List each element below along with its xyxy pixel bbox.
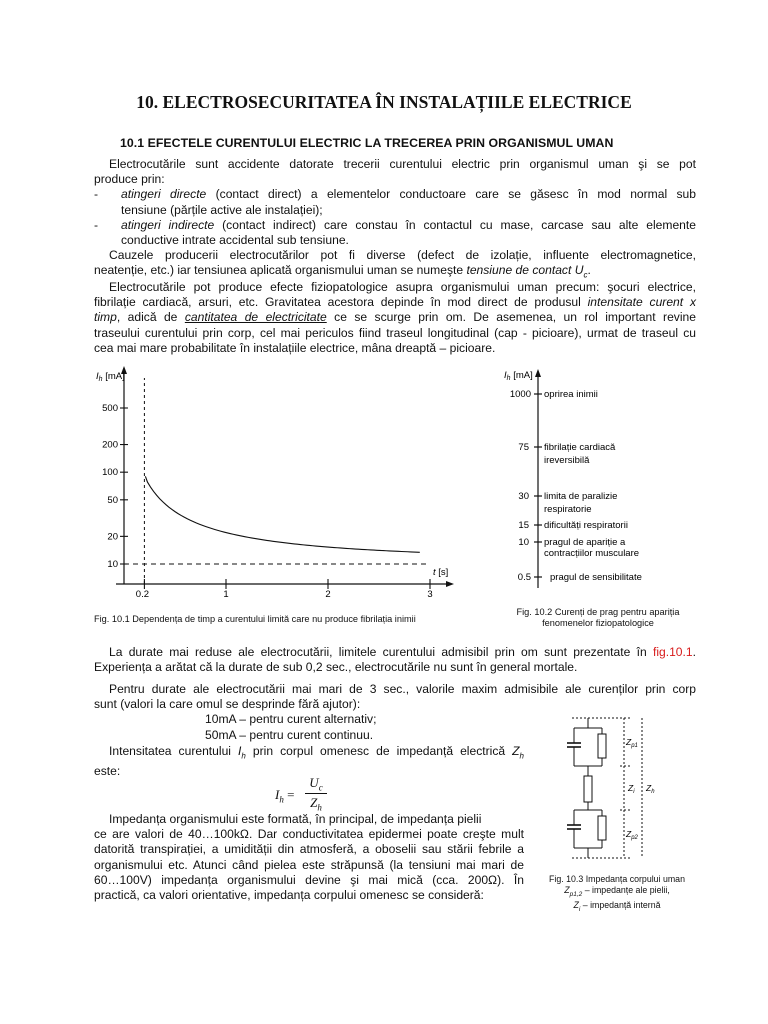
y-axis-label: $I_h$ [mA] — [96, 371, 125, 383]
figure-10-3-caption: Fig. 10.3 Impedanța corpului uman $Z_{p1,2}$ – impedanțe ale pielii, $Z_i$ – impedanță internă — [549, 874, 685, 913]
text-line: Pentru durate ale electrocutării mai mari de 3 sec., valorile maxim admisibile ale curenților prin corp — [109, 682, 696, 696]
threshold-value: 10 — [518, 537, 529, 548]
threshold-label: limita de paralizie — [544, 491, 618, 502]
figure-10-2-caption: Fig. 10.2 Curenți de prag pentru apariția fenomenelor fiziopatologice — [516, 607, 680, 628]
y-tick-label: 500 — [102, 403, 118, 414]
bullet-direct-contact-cont: tensiune (părțile active ale instalației); — [121, 202, 323, 217]
x-axis-arrow — [446, 581, 454, 587]
text-line: Cauzele producerii electrocutărilor pot fi diverse (defect de izolație, influente electromagnetice, — [109, 248, 696, 263]
limit-ac: 10mA – pentru curent alternativ; — [205, 712, 377, 727]
text-line: sunt (valori la care omul se desprinde fără ajutor): — [94, 697, 361, 712]
threshold-value: 15 — [518, 520, 529, 531]
bullet-direct-contact: - atingeri directe (contact direct) a elementelor conductoare care se găsesc în mod normal sub — [94, 187, 696, 202]
threshold-label: contracțiilor musculare — [544, 548, 640, 559]
threshold-axis-label: $I_h$ [mA] — [504, 370, 533, 382]
text-line: 60…100V) impedanța organismului devine şi mai mică (cca. 200Ω). În — [94, 872, 524, 887]
x-tick-label: 3 — [427, 589, 433, 600]
x-tick-label: 0.2 — [135, 589, 150, 600]
page: 10. ELECTROSECURITATEA ÎN INSTALAȚIILE ELECTRICE 10.1 EFECTELE CURENTULUI ELECTRIC LA TRECEREA PRIN ORGANISMUL UMAN Electrocutările sunt accidente datorate trecerii curentului electric prin organismul uman şi se pot produce prin: - atingeri directe (contact direct) a elementelor conductoare care se găsesc în mod normal sub tensiune (părțile active ale instalației); - atingeri indirecte (contact indirect) care constau în contactul cu mase, carcase sau alte elemente conductive intrate accidental sub tensiune. Cauzele producerii electrocutărilor pot fi diverse (defect de izolație, influente electromagnetice, neatenție, etc.) iar tensiunea aplicată organismului uman se numeşte tensiune de contact $U_c$. Electrocutările pot produce efecte fiziopatologice asupra organismului uman precum: şocuri electrice, fibrilație cardiacă, arsuri, etc. Gravitatea acestora depinde în mod direct de produsul intensitate curent x timp, adică de cantitatea de electricitate ce se scurge prin om. De asemenea, un rol important revine traseului curentului prin corp, cel mai periculos fiind traseul longitudinal (cap - picioare), urmat de traseul cu cea mai mare probabilitate în instalațiile electrice, mâna dreaptă – picioare. $I_h$ [mA] t [s] 10 20 50 100 200 500 0.2 1 2 3 Fig. 10.1 Dependența de timp a curentului limită care nu produce fibrilația inimii $I_h$ [mA] 1000 oprirea inimii 75 fibrilație cardiacă ireversibilă 30 limita de paralizie respiratorie 15 dificultăți respiratorii 10 pragul de apariție a contracțiilor musculare 0.5 pragul de sensibilitate Fig. 10.2 Curenți de prag pentru apariția fenomenelor fiziopatologice La durate mai reduse ale electrocutării, limitele curentului admisibil prin om sunt prezentate în fig.10.1. Experiența a arătat că la durate de sub 0,2 sec., electrocutările nu sunt în general mortale. Pentru durate ale electrocutării mai mari de 3 sec., valorile maxim admisibile ale curenților prin corp sunt (valori la care omul se desprinde fără ajutor): 10mA – pentru curent alternativ; 50mA – pentru curent continuu. Intensitatea curentului $I_h$ prin corpul omenesc de impedanță electrică $Z_h$ este: $I_h$ = $U_c$ $Z_h$ Impedanța organismului este formată, în principal, de impedanța pielii ce are valori de 40…100kΩ. Dar conductivitatea epidermei poate creşte mult datorită transpirației, a umidității din atmosferă, a oboselii sau stării febrile a organismului etc. Atunci când pielea este străpunsă (la tensiuni mai mari de 60…100V) impedanța organismului devine şi mai mică (cca. 200Ω). În practică, ca valori orientative, impedanța corpului omenesc se consideră: $Z_{p1}$ $Z_i$ $Z_h$ $Z_{p2}$ Fig. 10.3 Impedanța corpului uman $Z_{p1,2}$ – impedanțe ale pielii, $Z_i$ – impedanță internă — [0, 0, 768, 1024]
threshold-level — [510, 389, 598, 400]
text-line: cea mai mare probabilitate în instalațiile electrice, mâna dreaptă – picioare. — [94, 340, 496, 355]
limit-dc: 50mA – pentru curent continuu. — [205, 727, 374, 742]
threshold-value: 30 — [518, 491, 529, 502]
label-zp1: $Z_{p1}$ — [626, 737, 638, 749]
figure-10-1-caption: Fig. 10.1 Dependența de timp a curentului limită care nu produce fibrilația inimii — [94, 614, 416, 624]
label-zh: $Z_h$ — [646, 783, 655, 795]
x-ticks — [136, 579, 433, 600]
section-heading: 10.1 EFECTELE CURENTULUI ELECTRIC LA TRECEREA PRIN ORGANISMUL UMAN — [120, 136, 614, 150]
threshold-label: pragul de apariție a — [544, 537, 626, 548]
threshold-axis-arrow — [535, 369, 541, 377]
threshold-level — [518, 442, 616, 466]
label-zi: $Z_i$ — [628, 783, 635, 795]
text-line: timp, adică de cantitatea de electricitate ce se scurge prin om. De asemenea, un rol important revine — [94, 310, 696, 325]
fraction-bar — [305, 793, 327, 794]
chapter-title: 10. ELECTROSECURITATEA ÎN INSTALAȚIILE ELECTRICE — [136, 92, 632, 112]
y-tick-label: 50 — [107, 494, 118, 506]
y-tick-label: 10 — [107, 559, 118, 570]
text-line: datorită transpirației, a umidității din atmosferă, a oboselii sau stării febrile a — [94, 842, 524, 857]
current-limit-curve — [145, 476, 419, 552]
label-zp2: $Z_{p2}$ — [626, 829, 638, 841]
paragraph-body-current — [94, 744, 524, 779]
text-line: organismului etc. Atunci când pielea este străpunsă (la tensiuni mai mari de — [94, 857, 524, 872]
text-line: Intensitatea curentului $I_h$ prin corpul omenesc de impedanță electrică $Z_h$ — [109, 744, 524, 761]
threshold-label: oprirea inimii — [544, 389, 598, 400]
x-axis-label: t [s] — [433, 567, 449, 578]
threshold-label: dificultăți respiratorii — [544, 520, 628, 531]
y-tick-label: 100 — [102, 467, 118, 479]
threshold-value: 75 — [518, 442, 529, 453]
paragraph-physiological-effects — [94, 280, 696, 356]
threshold-value: 1000 — [509, 389, 531, 400]
figure-reference-link[interactable]: fig.10.1 — [652, 645, 693, 659]
threshold-level — [518, 491, 617, 515]
threshold-label: pragul de sensibilitate — [550, 572, 642, 583]
y-tick-label: 200 — [102, 439, 118, 451]
threshold-level — [518, 520, 628, 531]
figure-10-3-impedance-circuit — [558, 712, 678, 864]
text-line: neatenție, etc.) iar tensiunea aplicată organismului uman se numeşte tensiune de contact $U_c$. — [94, 263, 591, 280]
paragraph-electrocution-intro — [94, 157, 696, 283]
text-line: Impedanța organismului este formată, în principal, de impedanța pielii — [109, 812, 482, 826]
threshold-level — [518, 572, 642, 583]
threshold-label: fibrilație cardiacă — [544, 442, 616, 453]
threshold-label: ireversibilă — [544, 455, 590, 466]
x-tick-label: 1 — [223, 589, 229, 600]
threshold-label: respiratorie — [544, 504, 592, 515]
text-line: Experiența a arătat că la durate de sub 0,2 sec., electrocutările nu sunt în general mortale. — [94, 660, 578, 675]
text-line: Electrocutările pot produce efecte fiziopatologice asupra organismului uman precum: şocuri electrice, — [109, 280, 696, 294]
text-line: traseului curentului prin corp, cel mai periculos fiind traseul longitudinal (cap - picioare), urmat de traseul cu — [94, 325, 696, 340]
y-tick-label: 20 — [107, 531, 118, 543]
text-line: produce prin: — [94, 172, 165, 187]
bullet-indirect-contact-cont: conductive intrate accidental sub tensiune. — [121, 233, 349, 248]
text-line: La durate mai reduse ale electrocutării, limitele curentului admisibil prin om sunt prezentate în fig.10.1. — [109, 645, 696, 659]
bullet-indirect-contact: - atingeri indirecte (contact indirect) care constau în contactul cu mase, carcase sau alte elemente — [94, 217, 696, 232]
figure-10-1-chart — [88, 362, 468, 602]
text-line: fibrilație cardiacă, arsuri, etc. Gravitatea acestora depinde în mod direct de produsul intensitate curent x — [94, 295, 696, 310]
text-line: Electrocutările sunt accidente datorate trecerii curentului electric prin organismul uman şi se pot — [109, 157, 696, 171]
threshold-level — [518, 537, 639, 559]
figure-10-2-threshold-scale — [498, 364, 698, 596]
text-line: practică, ca valori orientative, impedanța corpului omenesc se consideră: — [94, 888, 484, 903]
paragraph-short-durations — [94, 645, 696, 675]
text-line: este: — [94, 763, 121, 778]
paragraph-body-impedance — [94, 812, 524, 903]
text-line: ce are valori de 40…100kΩ. Dar conductivitatea epidermei poate creşte mult — [94, 827, 524, 842]
x-tick-label: 2 — [325, 589, 331, 600]
threshold-value: 0.5 — [517, 572, 531, 583]
